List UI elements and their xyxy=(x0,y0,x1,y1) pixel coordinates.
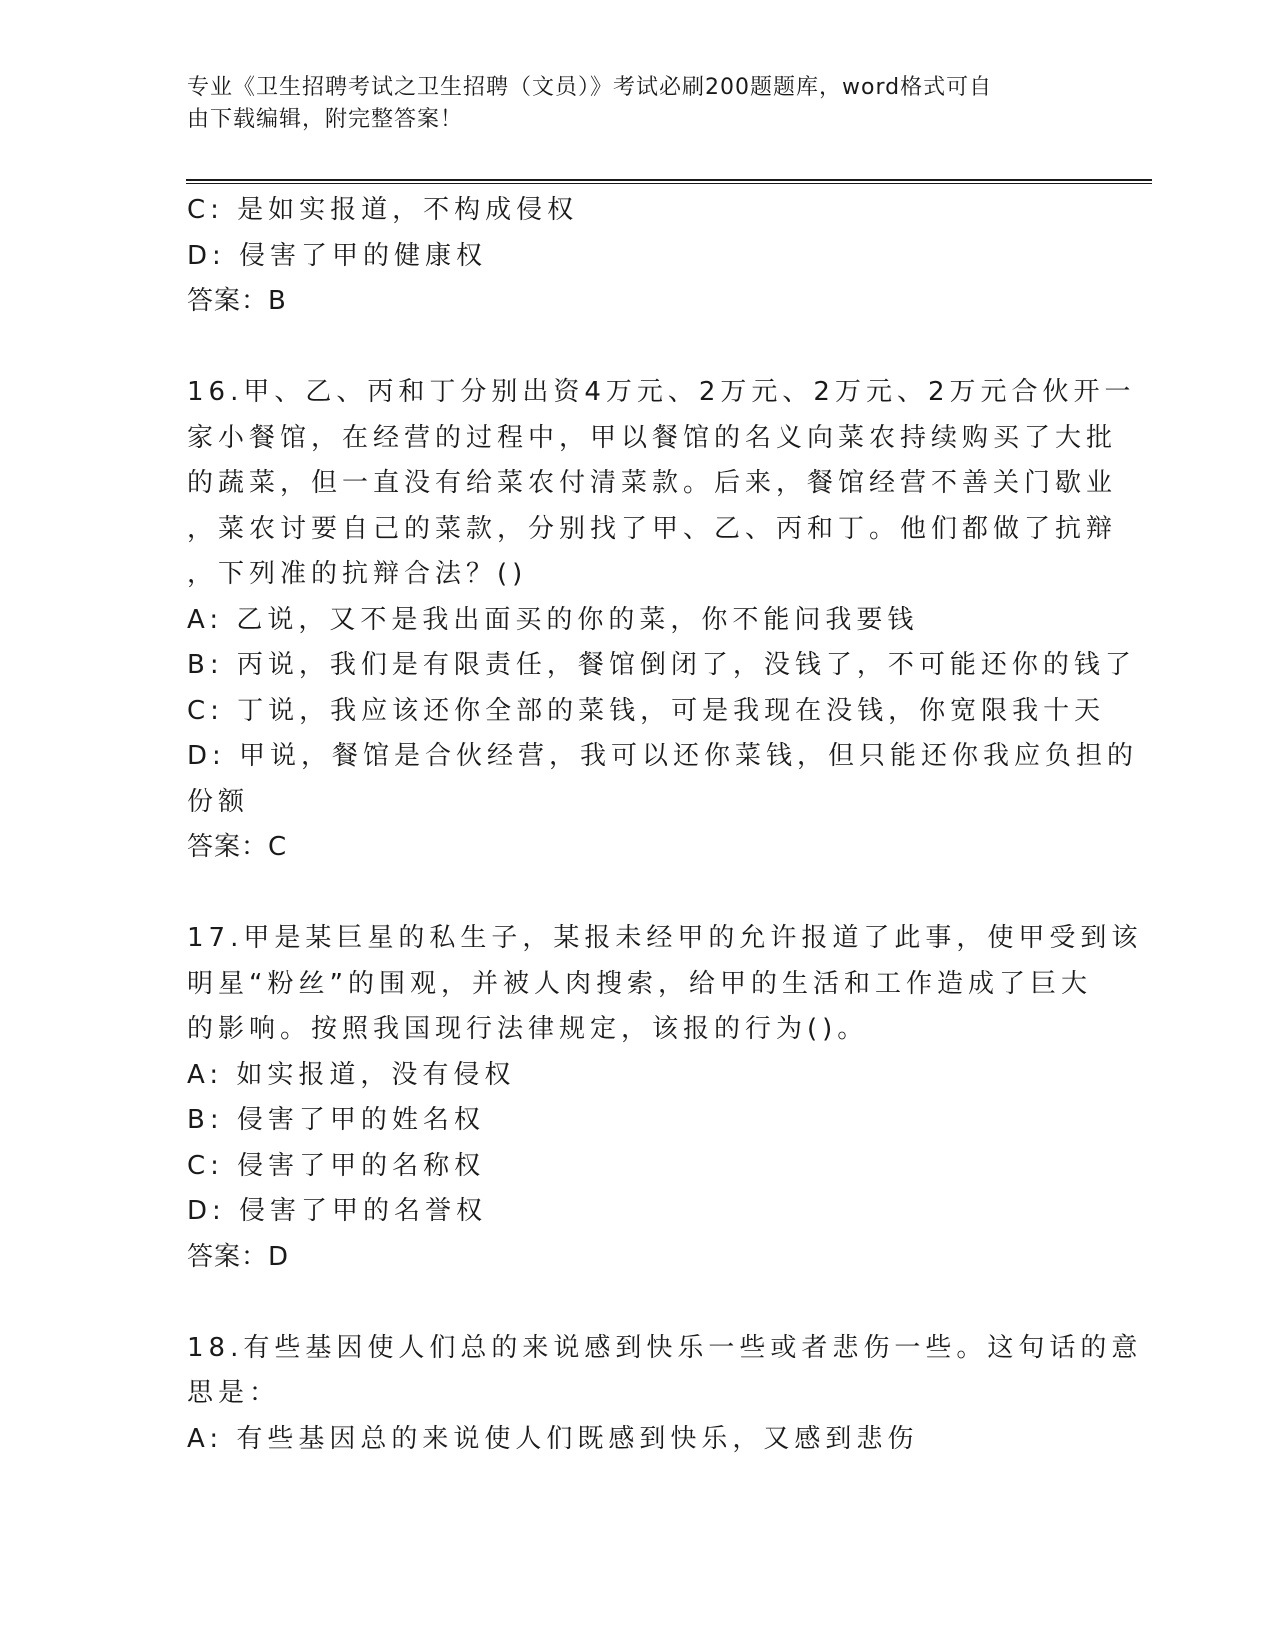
spacer xyxy=(187,1280,1087,1326)
q16-option-d-line-2: 份额 xyxy=(187,786,250,817)
q16-stem-line-1: 16.甲、乙、丙和丁分别出资4万元、2万元、2万元、2万元合伙开一 xyxy=(187,377,1136,407)
q18-stem-line-2: 思是： xyxy=(187,1378,281,1408)
spacer xyxy=(187,871,1087,917)
q15-option-c: C: 是如实报道，不构成侵权 xyxy=(187,195,579,225)
header-divider-thick xyxy=(186,179,1152,181)
q18-stem-line-1: 18.有些基因使人们总的来说感到快乐一些或者悲伤一些。这句话的意 xyxy=(187,1332,1143,1363)
q17-stem-line-2: 明星“粉丝”的围观，并被人肉搜索，给甲的生活和工作造成了巨大 xyxy=(187,968,1092,999)
q15-answer: 答案：B xyxy=(187,286,287,316)
q16-stem-line-2: 家小餐馆，在经营的过程中，甲以餐馆的名义向菜农持续购买了大批 xyxy=(187,422,1118,453)
question-15-tail xyxy=(187,188,1087,325)
q16-stem-line-3: 的蔬菜，但一直没有给菜农付清菜款。后来，餐馆经营不善关门歇业 xyxy=(187,468,1118,498)
question-17 xyxy=(187,916,1143,1280)
q16-stem-line-5: ，下列准的抗辩合法？() xyxy=(187,559,528,589)
q16-stem-line-4: ，菜农讨要自己的菜款，分别找了甲、乙、丙和丁。他们都做了抗辩 xyxy=(187,513,1118,544)
q17-option-d: D: 侵害了甲的名誉权 xyxy=(187,1196,488,1226)
document-header xyxy=(187,72,1067,136)
question-18 xyxy=(187,1326,1143,1463)
spacer xyxy=(187,325,1087,371)
q15-option-d: D: 侵害了甲的健康权 xyxy=(187,240,488,271)
q16-option-c: C: 丁说，我应该还你全部的菜钱，可是我现在没钱，你宽限我十天 xyxy=(187,695,1106,726)
header-divider-thin xyxy=(186,183,1152,184)
q16-option-b: B: 丙说，我们是有限责任，餐馆倒闭了，没钱了，不可能还你的钱了 xyxy=(187,650,1136,680)
q17-stem-line-1: 17.甲是某巨星的私生子，某报未经甲的允许报道了此事，使甲受到该 xyxy=(187,923,1143,953)
q17-option-c: C: 侵害了甲的名称权 xyxy=(187,1150,486,1181)
q17-option-a: A: 如实报道，没有侵权 xyxy=(187,1059,516,1090)
q16-answer: 答案：C xyxy=(187,832,288,862)
question-16 xyxy=(187,370,1139,871)
q17-option-b: B: 侵害了甲的姓名权 xyxy=(187,1105,485,1135)
q18-option-a: A: 有些基因总的来说使人们既感到快乐，又感到悲伤 xyxy=(187,1423,919,1454)
q17-stem-line-3: 的影响。按照我国现行法律规定，该报的行为()。 xyxy=(187,1014,869,1044)
q17-answer: 答案：D xyxy=(187,1241,290,1272)
q16-option-d-line-1: D: 甲说，餐馆是合伙经营，我可以还你菜钱，但只能还你我应负担的 xyxy=(187,741,1139,771)
q16-option-a: A: 乙说，又不是我出面买的你的菜，你不能问我要钱 xyxy=(187,604,919,635)
header-line-2: 由下载编辑，附完整答案！ xyxy=(187,107,464,132)
document-body xyxy=(187,188,1143,1462)
header-line-1: 专业《卫生招聘考试之卫生招聘（文员）》考试必刷200题题库，word格式可自 xyxy=(187,75,993,100)
